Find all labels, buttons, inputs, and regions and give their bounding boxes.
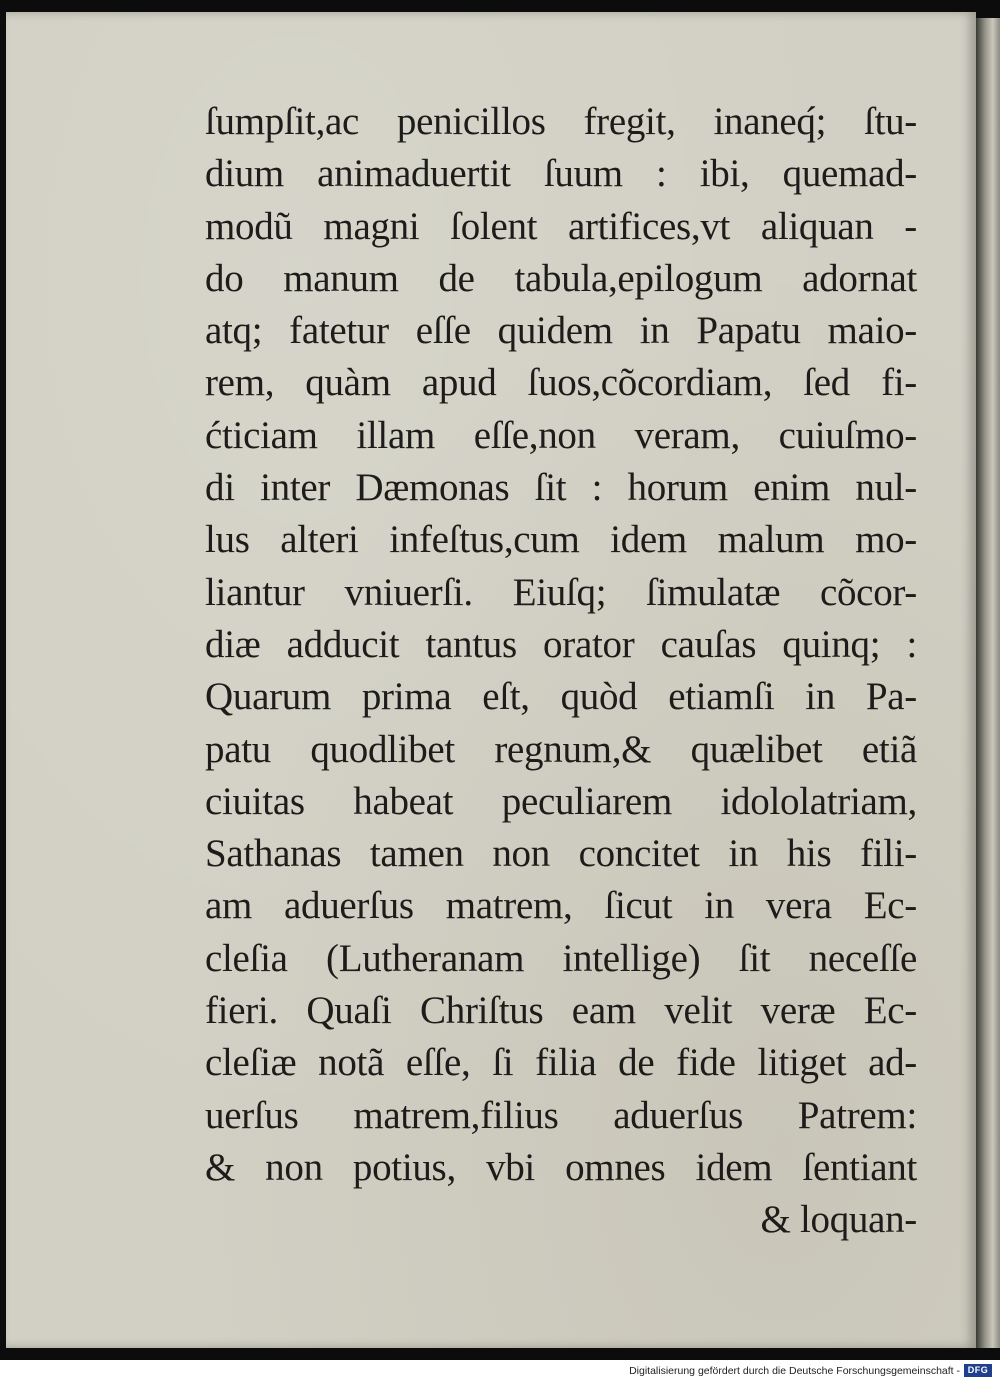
text-line: liantur vniuerſi. Eiuſq; ſimulatæ cõcor-	[205, 570, 917, 614]
text-line: rem, quàm apud ſuos,cõcordiam, ſed fi-	[205, 361, 917, 405]
text-line: di inter Dæmonas ſit : horum enim nul-	[205, 466, 917, 510]
footer-credit-text: Digitalisierung gefördert durch die Deutsche Forschungsgemeinschaft -	[629, 1365, 960, 1377]
text-line: ſumpſit,ac penicillos fregit, inaneq́; ſtu-	[205, 100, 917, 143]
text-line: lus alteri infeſtus,cum idem malum mo-	[205, 518, 917, 562]
page-text-block	[205, 96, 917, 1247]
text-line: am aduerſus matrem, ſicut in vera Ec-	[205, 884, 917, 928]
text-line: cleſiæ notã eſſe, ſi filia de fide litiget ad-	[205, 1041, 917, 1085]
text-line: uerſus matrem,filius aduerſus Patrem:	[205, 1093, 917, 1137]
text-line: Quarum prima eſt, quòd etiamſi in Pa-	[205, 675, 917, 719]
dfg-logo-icon: DFG	[964, 1364, 992, 1377]
text-line: ciuitas habeat peculiarem idololatriam,	[205, 779, 917, 823]
text-line: ćticiam illam eſſe,non veram, cuiuſmo-	[205, 413, 917, 457]
text-line: & non potius, vbi omnes idem ſentiant	[205, 1145, 917, 1189]
text-line: fieri. Quaſi Chriſtus eam velit veræ Ec-	[205, 989, 917, 1033]
text-line: atq; fatetur eſſe quidem in Papatu maio-	[205, 309, 917, 353]
text-line: modũ magni ſolent artifices,vt aliquan -	[205, 204, 917, 248]
text-line: dium animaduertit ſuum : ibi, quemad-	[205, 152, 917, 196]
catchword: & loquan-	[760, 1198, 917, 1242]
text-line: Sathanas tamen non concitet in his fili-	[205, 832, 917, 876]
text-line: diæ adducit tantus orator cauſas quinq; :	[205, 622, 917, 666]
text-line: patu quodlibet regnum,& quælibet etiã	[205, 727, 917, 771]
text-line: do manum de tabula,epilogum adornat	[205, 256, 917, 300]
footer-credit-bar	[0, 1360, 1000, 1382]
page-edge	[976, 18, 1000, 1348]
text-line: cleſia (Lutheranam intellige) ſit neceſſe	[205, 936, 917, 980]
